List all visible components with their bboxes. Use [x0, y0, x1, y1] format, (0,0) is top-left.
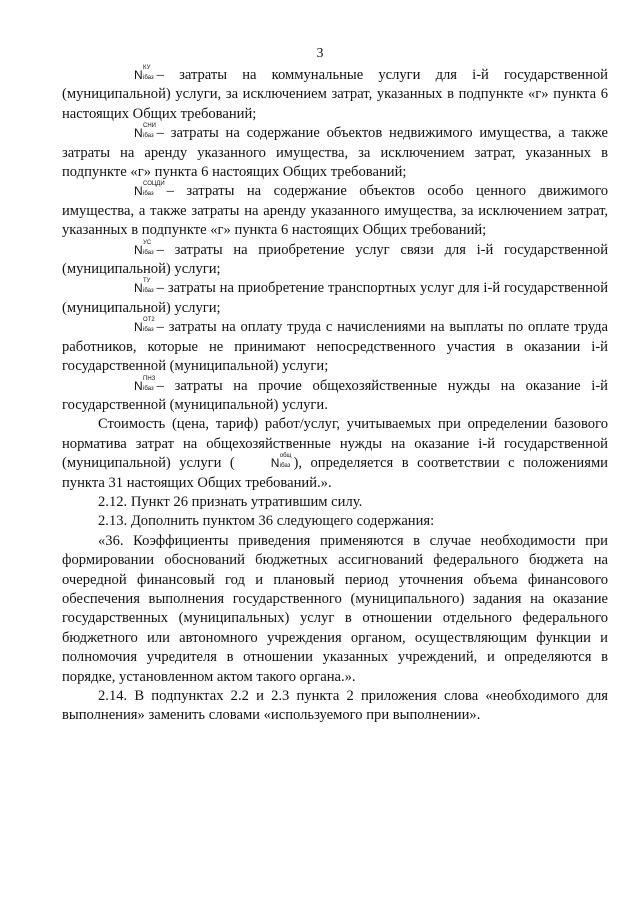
definition-text: – затраты на приобретение услуг связи для i-й государственной (муниципальной) услуги;: [62, 241, 608, 278]
formula-symbol: N общ iбаз: [235, 457, 294, 469]
cost-paragraph: [62, 415, 608, 493]
formula-symbol: N КУ iбаз: [98, 69, 157, 81]
formula-symbol: N ОТ2 iбаз: [98, 321, 157, 333]
paragraph-36: «36. Коэффициенты приведения применяются в случае необходимости при формировании обоснований бюджетных ассигнований федерального бюджета на очередной финансовый год и плановый период уточнения объема финансового обеспечения выполнения государственного (муниципального) задания на оказание государственных (муниципальных) услуг в отношении отдельного федерального бюджетного или автономного учреждения органом, осуществляющим функции и полномочия учредителя в отношении указанных учреждений, и определяются в порядке, установленном актом такого органа.».: [62, 532, 608, 685]
symbol-superscript: ПНЗ: [143, 375, 156, 382]
definition-socdi: [62, 182, 608, 240]
formula-symbol: N ТУ iбаз: [98, 282, 157, 294]
definition-sni: [62, 124, 608, 182]
symbol-superscript: ОТ2: [143, 317, 155, 324]
definition-text: – затраты на содержание объектов особо ценного движимого имущества, а также затраты на аренду указанного имущества, за исключением затрат, указанных в подпункте «г» пункта 6 настоящих Общих требований;: [62, 183, 608, 239]
definition-text: – затраты на оплату труда с начислениями на выплаты по оплате труда работников, которые не принимают непосредственного участия в оказании i-й государственной (муниципальной) услуги;: [62, 319, 608, 375]
definition-us: [62, 241, 608, 280]
formula-symbol: N СОЦДИ iбаз: [98, 185, 167, 197]
paragraph-2-12: 2.12. Пункт 26 признать утратившим силу.: [98, 493, 363, 510]
definition-text: – затраты на прочие общехозяйственные нужды на оказание i-й государственной (муниципальной) услуги.: [62, 377, 608, 413]
formula-symbol: N СНИ iбаз: [98, 127, 157, 139]
symbol-subscript: iбаз: [279, 463, 291, 470]
cost-text-after: ), определяется в соответствии с положениями пункта 31 настоящих Общих требований.».: [62, 455, 608, 491]
paragraph-2-14: 2.14. В подпунктах 2.2 и 2.3 пункта 2 приложения слова «необходимого для выполнения» заменить словами «используемого при выполнении».: [62, 688, 608, 724]
definition-text: – затраты на содержание объектов недвижимого имущества, а также затраты на аренду указанного имущества, за исключением затрат, указанных в подпункте «г» пункта 6 настоящих Общих требований;: [62, 125, 608, 181]
symbol-superscript: общ: [279, 453, 292, 460]
symbol-subscript: iбаз: [143, 249, 154, 256]
symbol-superscript: УС: [143, 239, 152, 246]
paragraph-2-13: 2.13. Дополнить пунктом 36 следующего содержания:: [98, 513, 435, 530]
definition-ku: [62, 66, 608, 124]
symbol-superscript: КУ: [143, 65, 151, 71]
definition-text: – затраты на коммунальные услуги для i-й государственной (муниципальной) услуги, за исключением затрат, указанных в подпункте «г» пункта 6 настоящих Общих требований;: [62, 67, 608, 122]
symbol-subscript: iбаз: [143, 133, 154, 140]
symbol-superscript: ТУ: [143, 278, 151, 285]
definition-text: – затраты на приобретение транспортных услуг для i-й государственной (муниципальной) услуги;: [62, 280, 608, 316]
symbol-subscript: iбаз: [143, 327, 154, 334]
formula-symbol: N УС iбаз: [98, 244, 157, 256]
symbol-subscript: iбаз: [143, 191, 154, 198]
formula-symbol: N ПНЗ iбаз: [98, 380, 157, 392]
document-body: [62, 66, 608, 726]
symbol-superscript: СНИ: [143, 123, 156, 130]
symbol-superscript: СОЦДИ: [143, 181, 165, 188]
definition-tu: [62, 279, 608, 318]
symbol-subscript: iбаз: [143, 385, 154, 392]
symbol-subscript: iбаз: [143, 288, 154, 295]
page-number: 3: [316, 46, 324, 61]
definition-ot2: [62, 318, 608, 376]
symbol-subscript: iбаз: [143, 75, 154, 81]
definition-pnz: [62, 377, 608, 416]
cost-text-before: Стоимость (цена, тариф) работ/услуг, учитываемых при определении базового норматива затрат на общехозяйственные нужды на оказание i-й государственной (муниципальной) услуги (: [62, 416, 608, 472]
